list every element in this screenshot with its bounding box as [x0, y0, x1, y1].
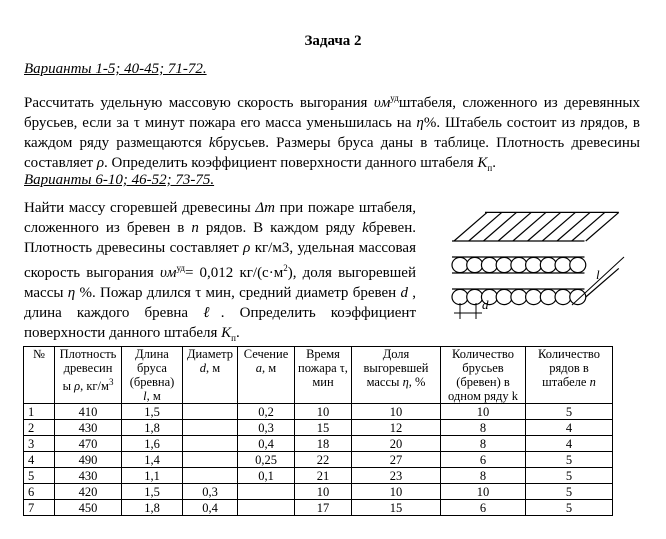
symbol-rho: ρ [243, 240, 251, 256]
table-cell: 22 [295, 452, 352, 468]
symbol-n: n [580, 115, 588, 131]
table-cell: 6 [24, 484, 55, 500]
log-top-line [557, 212, 590, 241]
stack-edge [586, 212, 619, 241]
text2-part: рядов. В каждом ряду [198, 220, 363, 236]
table-cell: 21 [295, 468, 352, 484]
table-cell: 0,1 [238, 468, 295, 484]
log-end [555, 257, 571, 272]
table-cell: 1 [24, 404, 55, 420]
table-row [24, 404, 613, 420]
symbol-n: n [191, 220, 199, 236]
table-cell: 8 [441, 420, 526, 436]
table-cell: 1,5 [122, 484, 183, 500]
table-cell: 5 [526, 404, 613, 420]
header-number: № [24, 347, 55, 404]
table-cell: 430 [55, 420, 122, 436]
text1-part: %. Штабель состоит из [423, 115, 581, 131]
log-top-line [572, 212, 605, 241]
table-cell: 5 [526, 500, 613, 516]
log-end [570, 257, 586, 272]
text1-part: рядов, в каждом ряду размещаются [24, 115, 640, 151]
table-cell: 1,8 [122, 420, 183, 436]
table-cell: 420 [55, 484, 122, 500]
log-end [481, 257, 497, 272]
log-end [496, 289, 512, 304]
log-top-line [542, 212, 575, 241]
table-cell: 490 [55, 452, 122, 468]
log-end [511, 289, 527, 304]
table-cell: 470 [55, 436, 122, 452]
symbol-K: K [221, 325, 232, 341]
text2-part: . Определить коэффициент поверхности данного штабеля [24, 305, 416, 341]
table-cell [183, 420, 238, 436]
table-row [24, 500, 613, 516]
table-row [24, 420, 613, 436]
table-cell: 23 [352, 468, 441, 484]
table-cell [183, 436, 238, 452]
table-cell: 5 [526, 468, 613, 484]
task-text-2 [24, 198, 416, 348]
symbol-v: υм [373, 95, 391, 111]
header-time: Время пожара τ, мин [295, 347, 352, 404]
table-cell: 410 [55, 404, 122, 420]
table-cell: 0,4 [238, 436, 295, 452]
table-cell: 1,8 [122, 500, 183, 516]
table-cell: 27 [352, 452, 441, 468]
log-end [540, 289, 556, 304]
text2-part: , длина каждого бревна [24, 285, 416, 321]
table-cell: 18 [295, 436, 352, 452]
table-cell: 0,2 [238, 404, 295, 420]
table-cell: 10 [441, 484, 526, 500]
header-rows-count: Количество рядов в штабеле n [526, 347, 613, 404]
symbol-rho: ρ [96, 155, 105, 171]
table-cell: 12 [352, 420, 441, 436]
figure-label-d: d [482, 297, 489, 312]
symbol-K: K [477, 155, 488, 171]
symbol-eta: η [416, 115, 424, 131]
symbol-v-sup: уд [390, 93, 399, 103]
text2-part: кг/м3, удельная массовая скорость выгорания [24, 240, 416, 281]
table-cell: 430 [55, 468, 122, 484]
table-cell: 1,4 [122, 452, 183, 468]
table-cell: 10 [295, 484, 352, 500]
task-title: Задача 2 [304, 33, 362, 49]
symbol-K-sub: п [231, 333, 236, 343]
log-end [496, 257, 512, 272]
table-cell: 3 [24, 436, 55, 452]
text2-part: . [235, 325, 240, 341]
text2-part: = 0,012 кг/(с·м [184, 265, 284, 281]
table-cell: 4 [526, 420, 613, 436]
table-cell: 450 [55, 500, 122, 516]
log-top-line [513, 212, 546, 241]
header-density: Плотность древесин ы ρ, $кг/м^3$ [55, 347, 122, 404]
symbol-d: d [400, 285, 408, 301]
table-cell: 5 [24, 468, 55, 484]
text2-part: ), доля выгоревшей массы [24, 265, 416, 301]
task-text-1 [24, 88, 640, 178]
table-cell [183, 404, 238, 420]
header-count-per-row: Количество брусьев (бревен) в одном ряду k [441, 347, 526, 404]
table-cell: 7 [24, 500, 55, 516]
table-cell: 0,3 [238, 420, 295, 436]
table-cell: 1,6 [122, 436, 183, 452]
figure-label-l: l [596, 267, 600, 282]
table-cell: 15 [295, 420, 352, 436]
table-cell: 6 [441, 500, 526, 516]
log-top-line [469, 212, 502, 241]
symbol-v: υм [159, 265, 177, 281]
text2-part: %. Пожар длился τ мин, средний диаметр бревен [75, 285, 401, 301]
table-row [24, 468, 613, 484]
table-cell: 10 [352, 404, 441, 420]
table-cell: 5 [526, 484, 613, 500]
text1-part: брусьев. Размеры бруса даны в таблице. Плотность древесины составляет [24, 135, 640, 171]
table-cell: 0,3 [183, 484, 238, 500]
table-cell: 4 [24, 452, 55, 468]
table-cell: 10 [295, 404, 352, 420]
log-end [452, 289, 468, 304]
table-cell: 10 [441, 404, 526, 420]
table-header-row [24, 347, 613, 404]
log-end [570, 289, 586, 304]
table-cell: 8 [441, 436, 526, 452]
symbol-K-sub: п [487, 163, 493, 173]
symbol-v-sup: уд [176, 263, 185, 273]
symbol-k: k [208, 135, 216, 151]
log-top-line [498, 212, 531, 241]
log-top-line [483, 212, 516, 241]
table-cell [183, 468, 238, 484]
log-top-line [528, 212, 561, 241]
log-end [467, 257, 483, 272]
table-cell: 1,5 [122, 404, 183, 420]
table-cell: 8 [441, 468, 526, 484]
table-cell: 20 [352, 436, 441, 452]
table-row [24, 452, 613, 468]
table-cell: 5 [526, 452, 613, 468]
table-cell: 6 [441, 452, 526, 468]
header-burnt-fraction: Доля выгоревшей массы η, % [352, 347, 441, 404]
table-cell [238, 500, 295, 516]
text1-part: Рассчитать удельную массовую скорость выгорания [24, 95, 374, 111]
power-2: 2 [283, 263, 288, 273]
table-cell: 17 [295, 500, 352, 516]
header-length: Длина бруса (бревна) l, м [122, 347, 183, 404]
text2-part: при пожаре штабеля, сложенного из бревен в [24, 200, 416, 236]
log-end [540, 257, 556, 272]
table-row [24, 436, 613, 452]
table-row [24, 484, 613, 500]
header-diameter: Диаметр d, м [183, 347, 238, 404]
symbol-dm: Δm [255, 200, 275, 216]
table-cell: 1,1 [122, 468, 183, 484]
log-top-line [454, 212, 487, 241]
symbol-eta: η [67, 285, 76, 301]
table-cell [238, 484, 295, 500]
log-end [526, 257, 542, 272]
table-cell: 0,4 [183, 500, 238, 516]
log-end [467, 289, 483, 304]
log-stack-figure [436, 185, 636, 325]
table-cell: 0,25 [238, 452, 295, 468]
header-section: Сечение a, м [238, 347, 295, 404]
stack-edge [586, 268, 619, 297]
table-cell: 10 [352, 484, 441, 500]
text1-part: . Определить коэффициент поверхности данного штабеля [104, 155, 478, 171]
log-end [452, 257, 468, 272]
text1-part: штабеля, сложенного из деревянных брусьев, если за τ минут пожара его масса уменьшилась на [24, 95, 641, 131]
variants-heading-2: Варианты 6-10; 46-52; 73-75. [24, 172, 215, 188]
table-cell [183, 452, 238, 468]
text2-part: бревен. Плотность древесины составляет [24, 220, 416, 256]
data-table [23, 346, 613, 516]
symbol-l: ℓ [203, 305, 221, 321]
table-cell: 4 [526, 436, 613, 452]
log-end [511, 257, 527, 272]
table-cell: 15 [352, 500, 441, 516]
symbol-k: k [362, 220, 369, 236]
table-cell: 2 [24, 420, 55, 436]
text2-part: Найти массу сгоревшей древесины [24, 200, 256, 216]
log-end [555, 289, 571, 304]
text1-part: . [492, 155, 496, 171]
variants-heading-1: Варианты 1-5; 40-45; 71-72. [24, 61, 207, 77]
log-end [526, 289, 542, 304]
